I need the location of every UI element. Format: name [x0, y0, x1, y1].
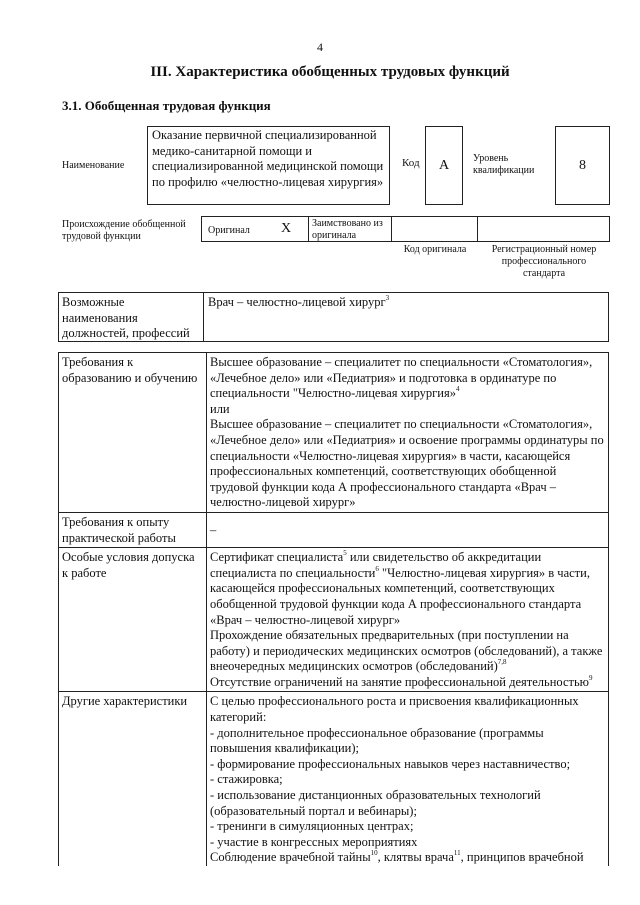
code-box — [425, 126, 463, 205]
name-label: Наименование — [62, 160, 125, 171]
positions-label: Возможные наименования должностей, профессий — [62, 295, 190, 341]
divider — [477, 217, 478, 241]
original-label: Оригинал — [208, 225, 250, 236]
origin-row — [201, 216, 610, 242]
code-label: Код — [402, 157, 420, 169]
conditions-label: Особые условия допуска к работе — [59, 548, 207, 692]
list-item: - стажировка; — [210, 772, 283, 787]
education-label: Требования к образованию и обучению — [59, 353, 207, 513]
reg-number-caption: Регистрационный номер профессионального стандарта — [491, 244, 597, 279]
education-cell: Высшее образование – специалитет по специальности «Стоматология», «Лечебное дело» или «Педиатрия» и подготовка в ординатуре по специальности "Челюстно-лицевая хирургия»$^4$ или Высшее образование – специалитет по специальности «Стоматология», «Лечебное дело» или «Педиатрия» и освоение программы ординатуры по специальности «Челюстно-лицевая хирургия» в части, касающейся профессиональных компетенций, соответствующих обобщенной трудовой функции кода А профессионального стандарта «Врач – челюстно-лицевой хирург» — [207, 353, 609, 513]
original-mark: X — [281, 221, 292, 236]
level-box — [555, 126, 610, 205]
table-row — [59, 512, 609, 547]
code-value: А — [438, 157, 450, 173]
other-label: Другие характеристики — [59, 692, 207, 866]
list-item: - использование дистанционных образовательных технологий (образовательный портал и вебинары); — [210, 788, 541, 818]
origin-label: Происхождение обобщенной трудовой функции — [62, 219, 186, 242]
divider — [203, 293, 204, 341]
other-cell: С целью профессионального роста и присвоения квалификационных категорий: - дополнительное профессиональное образование (программы повышения квалификации); - формирование профессиональных навыков через наставничество; - стажировка; - использование дистанционных образовательных технологий (образовательный портал и вебинары); - тренинги в симуляционных центрах; - участие в конгрессных мероприятиях Соблюдение врачебной тайны$^{10}$, клятвы врача$^{11}$, принципов врачебной — [207, 692, 609, 866]
function-name-value: Оказание первичной специализированной медико-санитарной помощи и специализированной медицинской помощи по профилю «челюстно-лицевая хирургия» — [152, 128, 384, 189]
section-subtitle: 3.1. Обобщенная трудовая функция — [62, 98, 271, 113]
list-item: - тренинги в симуляционных центрах; — [210, 819, 414, 834]
list-item: - формирование профессиональных навыков через наставничество; — [210, 756, 571, 771]
list-item: С целью профессионального роста и присвоения квалификационных категорий: — [210, 694, 579, 725]
level-value: 8 — [579, 157, 586, 173]
divider — [308, 217, 309, 241]
conditions-cell: Сертификат специалиста$^5$ или свидетельство об аккредитации специалиста по специальности$^6$ "Челюстно-лицевая хирургия» в части, касающейся профессиональных компетенций, соответствующих обобщенной трудовой функции кода А профессионального стандарта «Врач – челюстно-лицевой хирург» Прохождение обязательных предварительных (при поступлении на работу) и периодических медицинских осмотров (обследований), а также внеочередных медицинских осмотров (обследований)$^{7,8}$ Отсутствие ограничений на занятие профессиональной деятельностью$^9$ — [207, 548, 609, 692]
table-row — [59, 692, 609, 866]
list-item: - участие в конгрессных мероприятиях — [210, 834, 418, 849]
section-title: III. Характеристика обобщенных трудовых функций — [150, 64, 510, 80]
code-original-caption: Код оригинала — [403, 244, 467, 255]
education-or: или — [210, 401, 230, 416]
level-label: Уровень квалификации — [473, 153, 535, 176]
experience-value: – — [207, 512, 609, 547]
requirements-table — [58, 352, 609, 866]
list-item: - дополнительное профессиональное образование (программы повышения квалификации); — [210, 725, 544, 756]
table-row — [59, 353, 609, 513]
borrowed-label: Заимствовано из оригинала — [312, 218, 383, 241]
education-p2: Высшее образование – специалитет по специальности «Стоматология», «Лечебное дело» или «Педиатрия» и освоение программы ординатуры по специальности «Челюстно-лицевая хирургия» в части, касающейся профессиональных компетенций, соответствующих обобщенной трудовой функции кода А профессионального стандарта «Врач – челюстно-лицевой хирург» — [210, 417, 604, 510]
positions-value: Врач – челюстно-лицевой хирург$^3$ — [208, 294, 390, 309]
divider — [391, 217, 392, 241]
page-number: 4 — [317, 40, 323, 54]
positions-box — [58, 292, 609, 342]
experience-label: Требования к опыту практической работы — [59, 512, 207, 547]
table-row — [59, 548, 609, 692]
function-name-box — [147, 126, 390, 205]
